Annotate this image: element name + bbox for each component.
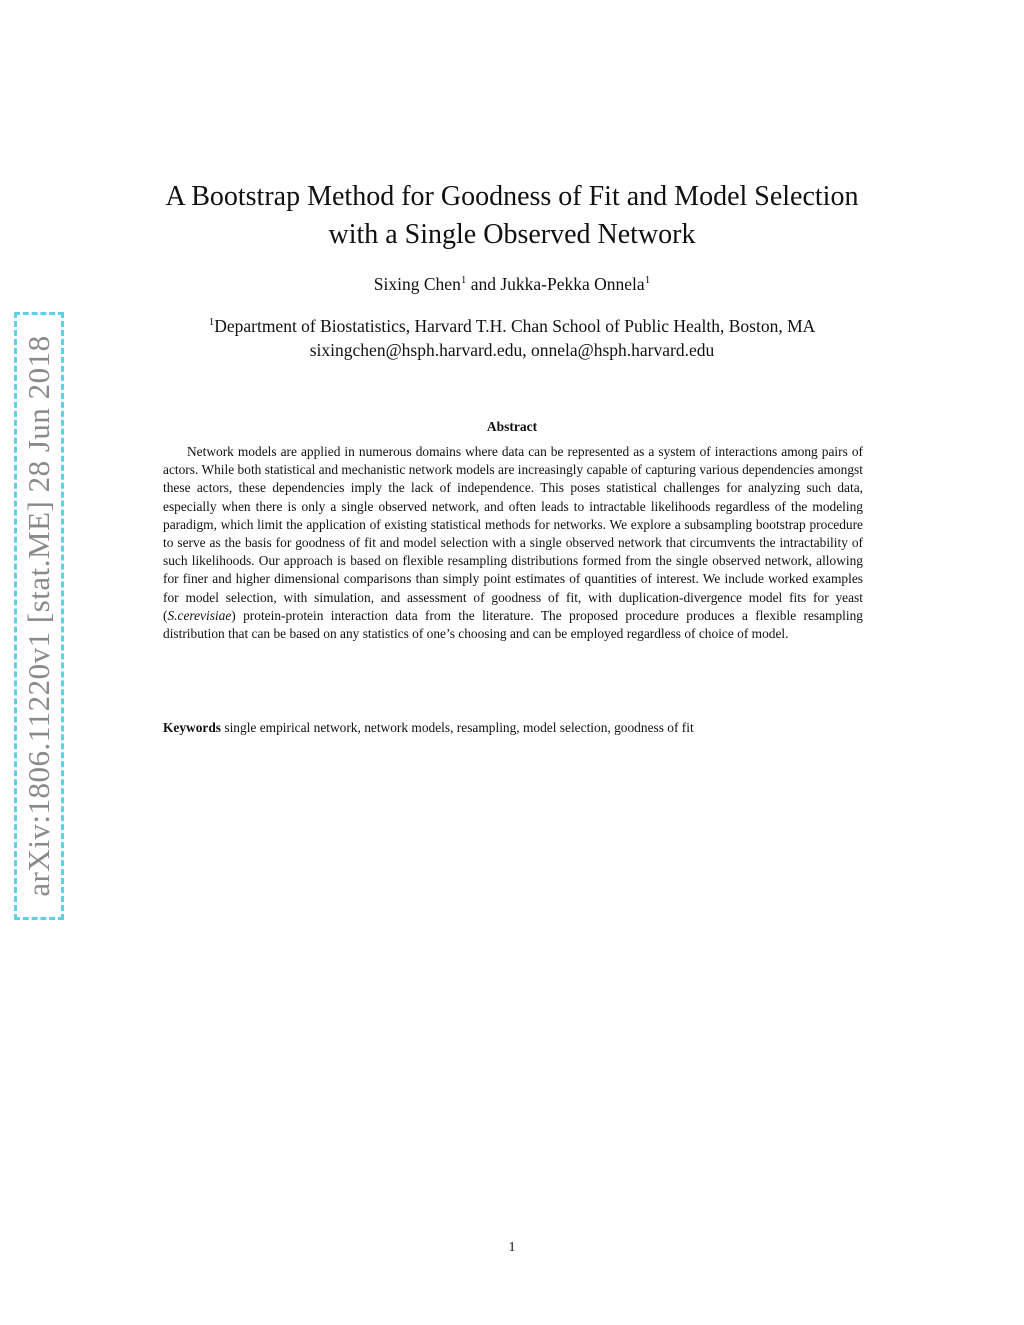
- keywords: [163, 719, 863, 737]
- arxiv-stamp: [14, 312, 64, 920]
- abstract-species-name: S.cerevisiae: [167, 607, 232, 623]
- page-number: 1: [508, 1240, 516, 1255]
- author-emails[interactable]: sixingchen@hsph.harvard.edu, onnela@hsph.harvard.edu: [309, 340, 715, 360]
- title-line-1: A Bootstrap Method for Goodness of Fit and Model Selection: [165, 181, 859, 212]
- keywords-label: Keywords: [163, 720, 222, 735]
- affiliation: [0, 314, 1024, 362]
- abstract-body: [163, 443, 863, 643]
- affiliation-text: Department of Biostatistics, Harvard T.H. Chan School of Public Health, Boston, MA: [214, 316, 816, 336]
- author-joiner: and: [466, 274, 501, 294]
- abstract-text-part-1: Network models are applied in numerous domains where data can be represented as a system of interactions among pairs of actors. While both statistical and mechanistic network models are increasingly capable of capturing various dependencies amongst these actors, these dependencies imply the lack of independence. This poses statistical challenges for analyzing such data, especially when there is only a single observed network, and often leads to intractable likelihoods regardless of the modeling paradigm, which limit the application of existing statistical methods for networks. We explore a subsampling bootstrap procedure to serve as the basis for goodness of fit and model selection with a single observed network that circumvents the intractability of such likelihoods. Our approach is based on flexible resampling distributions formed from the single observed network, allowing for finer and higher dimensional comparisons than simply point estimates of quantities of interest. We include worked examples for model selection, with simulation, and assessment of goodness of fit, with duplication-divergence model fits for yeast (: [163, 444, 863, 623]
- abstract-text-part-2: ) protein-protein interaction data from the literature. The proposed procedure produces a flexible resampling distribution that can be based on any statistics of one’s choosing and can be employed regardless of choice of model.: [163, 607, 863, 642]
- author-1-affil-mark: 1: [460, 274, 467, 286]
- author-2-affil-mark: 1: [644, 274, 651, 286]
- arxiv-identifier[interactable]: arXiv:1806.11220v1 [stat.ME] 28 Jun 2018: [21, 335, 56, 897]
- author-1: Sixing Chen: [373, 274, 461, 294]
- author-list: [0, 274, 1024, 295]
- paper-title: [110, 178, 914, 254]
- title-line-2: with a Single Observed Network: [328, 219, 696, 250]
- keywords-text: single empirical network, network models, resampling, model selection, goodness of fit: [221, 720, 694, 735]
- abstract-heading: Abstract: [486, 419, 538, 434]
- affiliation-mark: 1: [208, 316, 215, 328]
- author-2: Jukka-Pekka Onnela: [500, 274, 645, 294]
